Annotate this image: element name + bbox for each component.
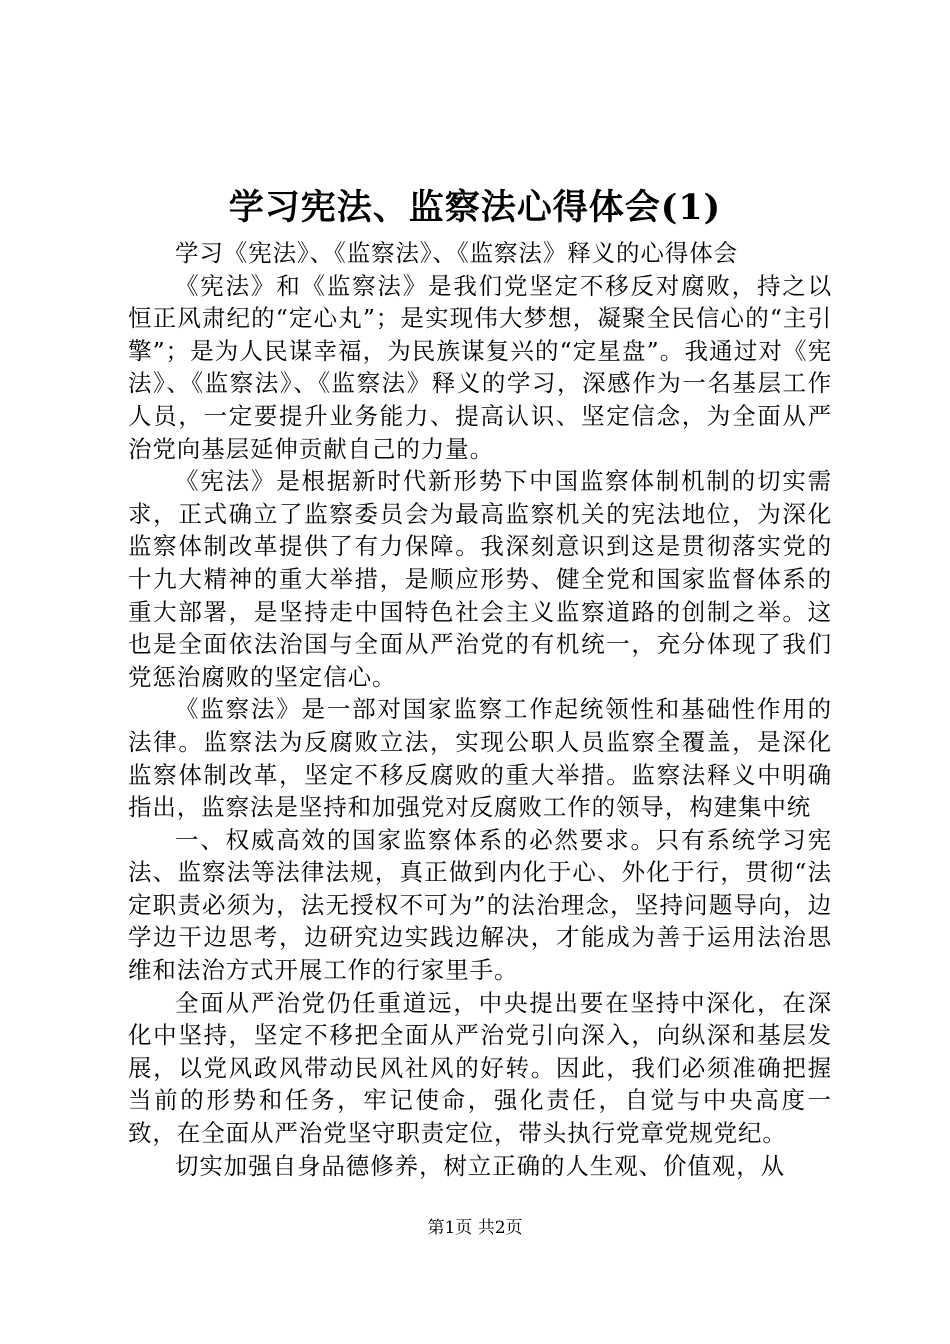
document-body — [128, 237, 832, 1182]
paragraph: 《宪法》是根据新时代新形势下中国监察体制机制的切实需求，正式确立了监察委员会为最高监察机关的宪法地位，为深化监察体制改革提供了有力保障。我深刻意识到这是贯彻落实党的十九大精神的重大举措，是顺应形势、健全党和国家监督体系的重大部署，是坚持走中国特色社会主义监察道路的创制之举。这也是全面依法治国与全面从严治党的有机统一，充分体现了我们党惩治腐败的坚定信心。 — [128, 467, 832, 691]
document-title: 学习宪法、监察法心得体会(1) — [228, 187, 722, 228]
paragraph: 一、权威高效的国家监察体系的必然要求。只有系统学习宪法、监察法等法律法规，真正做到内化于心、外化于行，贯彻“法定职责必须为，法无授权不可为”的法治理念，坚持问题导向，边学边干边思考，边研究边实践边解决，才能成为善于运用法治思维和法治方式开展工作的行家里手。 — [128, 825, 832, 985]
paragraph: 《监察法》是一部对国家监察工作起统领性和基础性作用的法律。监察法为反腐败立法，实现公职人员监察全覆盖，是深化监察体制改革，坚定不移反腐败的重大举措。监察法释义中明确指出，监察法是坚持和加强党对反腐败工作的领导，构建集中统 — [128, 695, 832, 822]
paragraph: 全面从严治党仍任重道远，中央提出要在坚持中深化，在深化中坚持，坚定不移把全面从严治党引向深入，向纵深和基层发展，以党风政风带动民风社风的好转。因此，我们必须准确把握当前的形势和任务，牢记使命，强化责任，自觉与中央高度一致，在全面从严治党坚守职责定位，带头执行党章党规党纪。 — [128, 988, 832, 1148]
page-footer: 第1页 共2页 — [427, 1218, 523, 1238]
paragraph: 《宪法》和《监察法》是我们党坚定不移反对腐败，持之以恒正风肃纪的“定心丸”；是实现伟大梦想，凝聚全民信心的“主引擎”；是为人民谋幸福，为民族谋复兴的“定星盘”。我通过对《宪法》、《监察法》、《监察法》释义的学习，深感作为一名基层工作人员，一定要提升业务能力、提高认识、坚定信念，为全面从严治党向基层延伸贡献自己的力量。 — [128, 271, 832, 463]
paragraph-subtitle: 学习《宪法》、《监察法》、《监察法》释义的心得体会 — [175, 239, 738, 267]
paragraph: 切实加强自身品德修养，树立正确的人生观、价值观，从 — [175, 1151, 785, 1180]
